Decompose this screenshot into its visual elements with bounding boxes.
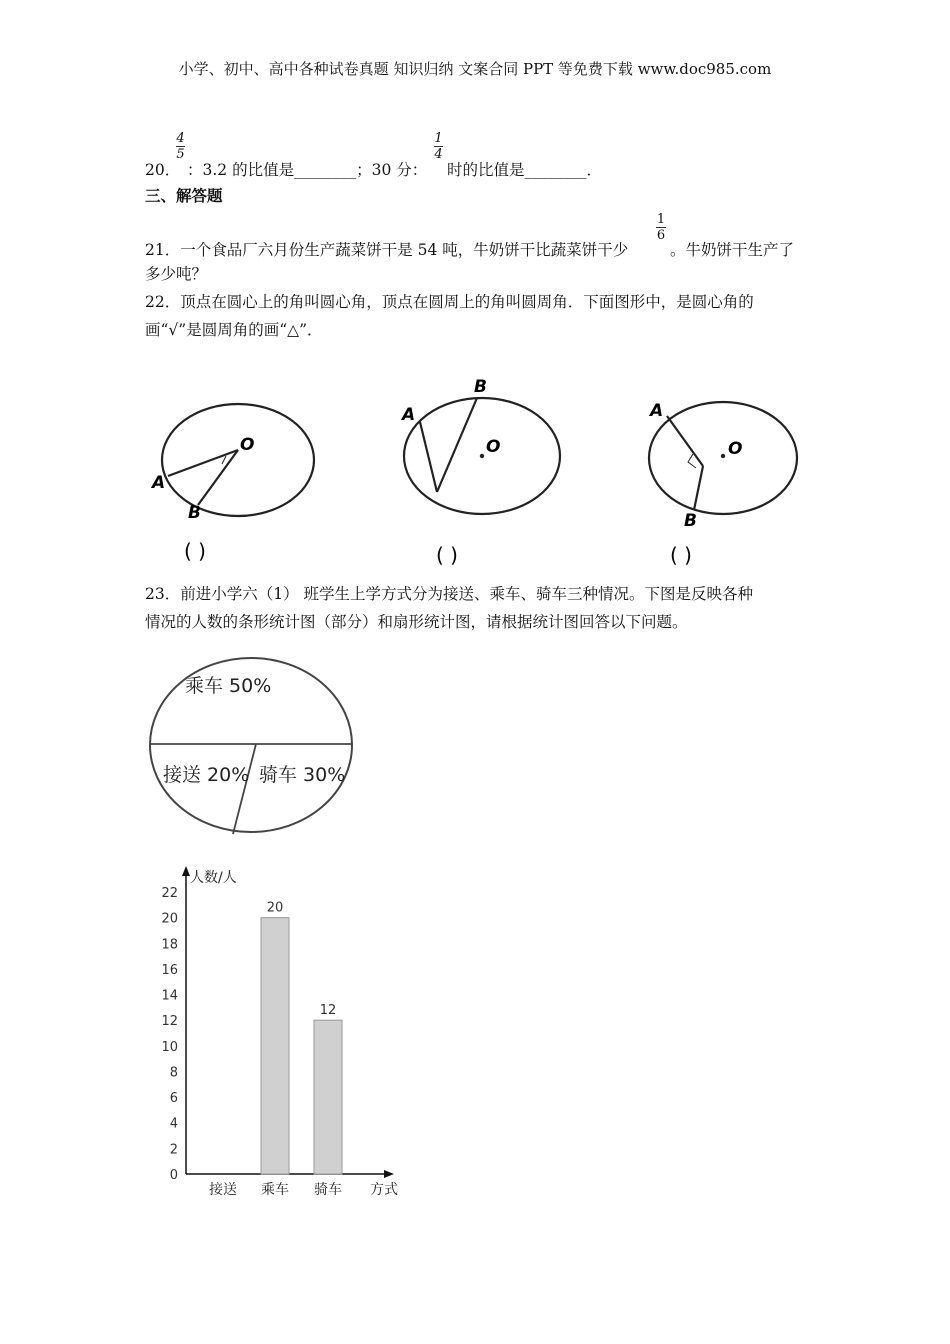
fraction-numerator: 1 xyxy=(656,212,666,227)
label-b: B xyxy=(684,511,697,531)
y-axis-label: 人数/人 xyxy=(190,870,237,886)
bar xyxy=(261,918,289,1174)
bar-data-label: 12 xyxy=(319,1003,337,1019)
question-21-line-1: 21．一个食品厂六月份生产蔬菜饼干是 54 吨，牛奶饼干比蔬菜饼干少 xyxy=(145,241,629,259)
fraction-numerator: 4 xyxy=(176,131,185,146)
bar-data-label: 20 xyxy=(266,900,284,916)
y-tick-label: 20 xyxy=(161,911,178,927)
x-axis-label: 方式 xyxy=(370,1182,398,1198)
fraction-denominator: 4 xyxy=(434,147,443,162)
y-tick-label: 22 xyxy=(161,886,178,901)
label-b: B xyxy=(188,503,201,523)
fraction-denominator: 5 xyxy=(176,147,185,162)
x-axis-arrow xyxy=(384,1170,394,1178)
y-tick-label: 4 xyxy=(169,1116,178,1132)
fraction-denominator: 6 xyxy=(656,228,666,243)
page-header: 小学、初中、高中各种试卷真题 知识归纳 文案合同 PPT 等免费下载 www.doc985.com xyxy=(178,60,772,78)
pie-slice-label-ride: 乘车 50% xyxy=(185,675,272,697)
bar-chart xyxy=(150,862,420,1207)
pie-slice-label-dropoff: 接送 20% xyxy=(163,764,250,786)
pie-chart xyxy=(145,655,365,845)
y-tick-label: 10 xyxy=(161,1039,178,1055)
fraction-4-5 xyxy=(176,131,185,162)
question-21-line-2: 多少吨？ xyxy=(145,265,208,283)
figure-3 xyxy=(648,401,797,567)
fraction-numerator: 1 xyxy=(434,131,443,146)
x-tick-label: 骑车 xyxy=(314,1182,342,1198)
question-20-text: ：3.2 的比值是________；30 分： xyxy=(187,161,428,179)
label-a: A xyxy=(650,401,664,421)
question-number: 20． xyxy=(145,161,181,179)
label-a: A xyxy=(152,473,166,493)
x-tick-label: 接送 xyxy=(209,1182,237,1198)
y-tick-label: 2 xyxy=(169,1142,178,1158)
y-tick-label: 6 xyxy=(169,1091,178,1107)
question-20 xyxy=(145,160,180,180)
question-23-line-1: 23．前进小学六（1） 班学生上学方式分为接送、乘车、骑车三种情况。下图是反映各种 xyxy=(145,585,754,603)
angle-figures xyxy=(140,370,820,580)
pie-slice-label-bike: 骑车 30% xyxy=(259,764,346,786)
pie-divider-vertical xyxy=(233,744,256,834)
y-tick-label: 14 xyxy=(161,988,178,1004)
y-tick-label: 18 xyxy=(161,937,178,953)
answer-bracket: ( ) xyxy=(670,543,692,567)
question-22-line-2: 画“√”是圆周角的画“△”． xyxy=(145,321,323,339)
question-20-text-2: 时的比值是________． xyxy=(447,161,603,179)
fraction-1-4 xyxy=(434,131,443,162)
figure-1 xyxy=(150,404,314,563)
y-tick-label: 8 xyxy=(169,1065,178,1081)
fraction-1-6 xyxy=(656,212,666,243)
answer-bracket: ( ) xyxy=(436,543,458,567)
label-o: O xyxy=(486,437,501,457)
label-b: B xyxy=(474,377,487,397)
label-o: O xyxy=(728,439,743,459)
figure-2 xyxy=(400,377,560,567)
x-tick-label: 乘车 xyxy=(261,1182,289,1198)
question-22-line-1: 22．顶点在圆心上的角叫圆心角，顶点在圆周上的角叫圆周角．下面图形中，是圆心角的 xyxy=(145,293,754,311)
y-tick-label: 0 xyxy=(169,1168,178,1183)
question-21-line-1b: 。牛奶饼干生产了 xyxy=(670,241,795,259)
question-23-line-2: 情况的人数的条形统计图（部分）和扇形统计图，请根据统计图回答以下问题。 xyxy=(145,613,688,631)
label-o: O xyxy=(240,435,255,455)
answer-bracket: ( ) xyxy=(184,539,206,563)
bar xyxy=(314,1020,342,1174)
y-tick-label: 16 xyxy=(161,962,178,978)
y-axis-arrow xyxy=(182,866,190,876)
label-a: A xyxy=(402,405,416,425)
section-title: 三、解答题 xyxy=(145,186,223,205)
y-tick-label: 12 xyxy=(161,1014,178,1030)
